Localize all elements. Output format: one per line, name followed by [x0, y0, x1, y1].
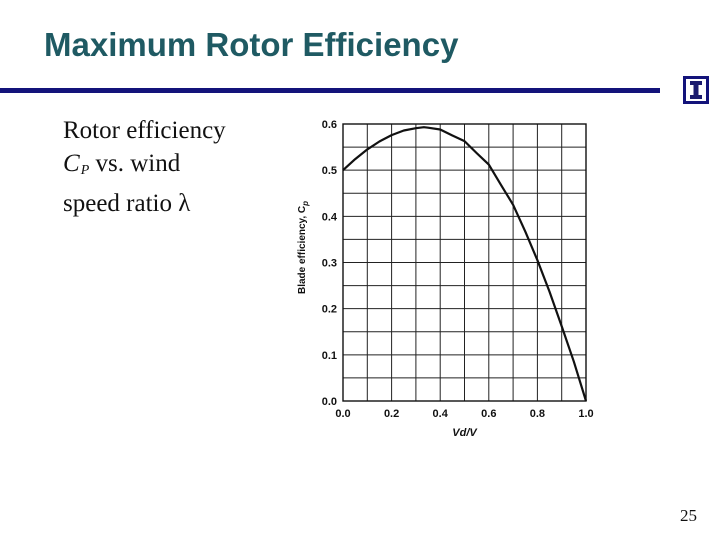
y-tick-label: 0.2 — [321, 303, 337, 316]
x-tick-label: 0.4 — [432, 408, 448, 420]
body-line-2-rest: vs. wind — [89, 150, 181, 177]
y-tick-label: 0.3 — [321, 257, 337, 270]
y-axis-label-text: Blade efficiency, C — [297, 205, 308, 295]
slide-body-text — [63, 114, 226, 220]
y-tick-label: 0.5 — [321, 165, 337, 178]
x-axis-label: Vd/V — [452, 427, 477, 439]
x-tick-label: 1.0 — [578, 408, 594, 420]
body-line-1: Rotor efficiency — [63, 117, 226, 144]
x-tick-labels — [335, 408, 593, 420]
y-tick-label: 0.0 — [321, 396, 337, 408]
title-divider — [0, 88, 660, 93]
cp-symbol: $C_P$ — [63, 150, 90, 178]
chart-grid — [343, 124, 586, 401]
x-tick-label: 0.2 — [383, 408, 400, 420]
x-tick-label: 0.8 — [529, 408, 546, 420]
x-tick-label: 0.0 — [335, 408, 351, 420]
illinois-block-i-icon — [683, 76, 709, 104]
y-tick-label: 0.4 — [321, 211, 337, 224]
y-axis-label-subscript: p — [301, 200, 310, 206]
body-line-3: speed ratio λ — [63, 190, 191, 217]
cp-subscript: P — [80, 163, 90, 178]
slide-title: Maximum Rotor Efficiency — [44, 26, 459, 63]
body-line-2 — [63, 147, 226, 187]
y-tick-label: 0.6 — [321, 119, 337, 131]
efficiency-chart — [280, 105, 610, 450]
y-tick-label: 0.1 — [321, 349, 337, 362]
y-axis-label — [297, 201, 310, 294]
page-number: 25 — [680, 506, 697, 525]
x-tick-label: 0.6 — [481, 408, 497, 420]
y-tick-labels — [322, 119, 338, 408]
